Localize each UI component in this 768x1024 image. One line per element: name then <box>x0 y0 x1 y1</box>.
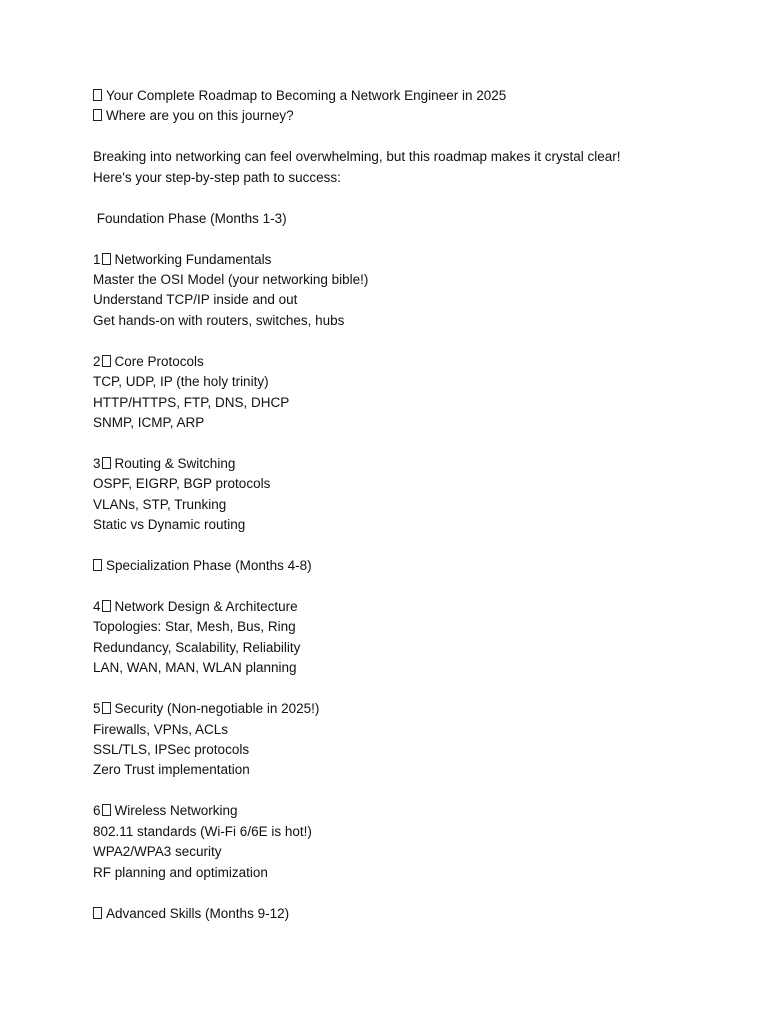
phase-heading-advanced <box>93 904 733 924</box>
section-title: Wireless Networking <box>114 803 238 819</box>
section-number: 4 <box>93 598 101 614</box>
section-title: Network Design & Architecture <box>114 598 298 614</box>
list-item: SNMP, ICMP, ARP <box>93 415 205 430</box>
blank-line <box>93 883 733 903</box>
list-item: HTTP/HTTPS, FTP, DNS, DHCP <box>93 394 290 410</box>
missing-glyph-icon <box>93 907 102 919</box>
list-item: TCP, UDP, IP (the holy trinity) <box>93 374 269 390</box>
list-item: Master the OSI Model (your networking bible!) <box>93 271 369 287</box>
section-number: 3 <box>93 455 101 471</box>
section-title: Core Protocols <box>114 353 204 369</box>
missing-glyph-icon <box>93 89 102 101</box>
list-item: Topologies: Star, Mesh, Bus, Ring <box>93 619 296 635</box>
phase-heading-specialization <box>93 556 733 576</box>
section-heading-security <box>93 699 733 719</box>
blank-line <box>93 577 733 597</box>
blank-line <box>93 188 733 208</box>
missing-glyph-icon <box>102 355 111 367</box>
document-body <box>93 86 733 924</box>
list-item: Get hands-on with routers, switches, hubs <box>93 312 345 328</box>
list-item: Firewalls, VPNs, ACLs <box>93 721 229 737</box>
blank-line <box>93 433 733 453</box>
list-item: OSPF, EIGRP, BGP protocols <box>93 476 271 492</box>
section-number: 5 <box>93 701 101 717</box>
section-title: Security (Non-negotiable in 2025!) <box>114 701 320 717</box>
list-item: Redundancy, Scalability, Reliability <box>93 639 301 655</box>
list-item: 802.11 standards (Wi-Fi 6/6E is hot!) <box>93 823 312 839</box>
missing-glyph-icon <box>102 253 111 265</box>
blank-line <box>93 536 733 556</box>
blank-line <box>93 331 733 351</box>
missing-glyph-icon <box>102 702 111 714</box>
section-heading-routing-switching <box>93 454 733 474</box>
section-heading-core-protocols <box>93 352 733 372</box>
missing-glyph-icon <box>102 600 111 612</box>
missing-glyph-icon <box>93 559 102 571</box>
list-item: WPA2/WPA3 security <box>93 844 222 860</box>
phase-title: Specialization Phase (Months 4-8) <box>106 558 312 574</box>
missing-glyph-icon <box>93 109 102 121</box>
section-number: 2 <box>93 353 101 369</box>
question-text: Where are you on this journey? <box>106 108 294 124</box>
blank-line <box>93 679 733 699</box>
blank-line <box>93 229 733 249</box>
question-line <box>93 106 733 126</box>
phase-heading-foundation: Foundation Phase (Months 1-3) <box>93 210 287 226</box>
list-item: SSL/TLS, IPSec protocols <box>93 742 250 757</box>
missing-glyph-icon <box>102 457 111 469</box>
intro-line-2: Here's your step-by-step path to success: <box>93 169 341 185</box>
list-item: VLANs, STP, Trunking <box>93 496 227 512</box>
blank-line <box>93 127 733 147</box>
phase-title: Advanced Skills (Months 9-12) <box>106 905 290 921</box>
section-heading-fundamentals <box>93 250 733 270</box>
missing-glyph-icon <box>102 804 111 816</box>
section-heading-wireless <box>93 801 733 821</box>
section-title: Networking Fundamentals <box>114 251 272 267</box>
intro-line-1: Breaking into networking can feel overwhelming, but this roadmap makes it crystal clear! <box>93 149 621 165</box>
section-number: 1 <box>93 251 101 267</box>
section-number: 6 <box>93 803 101 819</box>
document-title: Your Complete Roadmap to Becoming a Network Engineer in 2025 <box>106 88 507 103</box>
blank-line <box>93 781 733 801</box>
list-item: Static vs Dynamic routing <box>93 517 246 533</box>
list-item: Zero Trust implementation <box>93 762 250 778</box>
list-item: RF planning and optimization <box>93 864 268 880</box>
section-heading-design-architecture <box>93 597 733 617</box>
section-title: Routing & Switching <box>114 455 236 471</box>
document-title-line <box>93 86 733 106</box>
list-item: Understand TCP/IP inside and out <box>93 292 298 308</box>
list-item: LAN, WAN, MAN, WLAN planning <box>93 660 297 676</box>
